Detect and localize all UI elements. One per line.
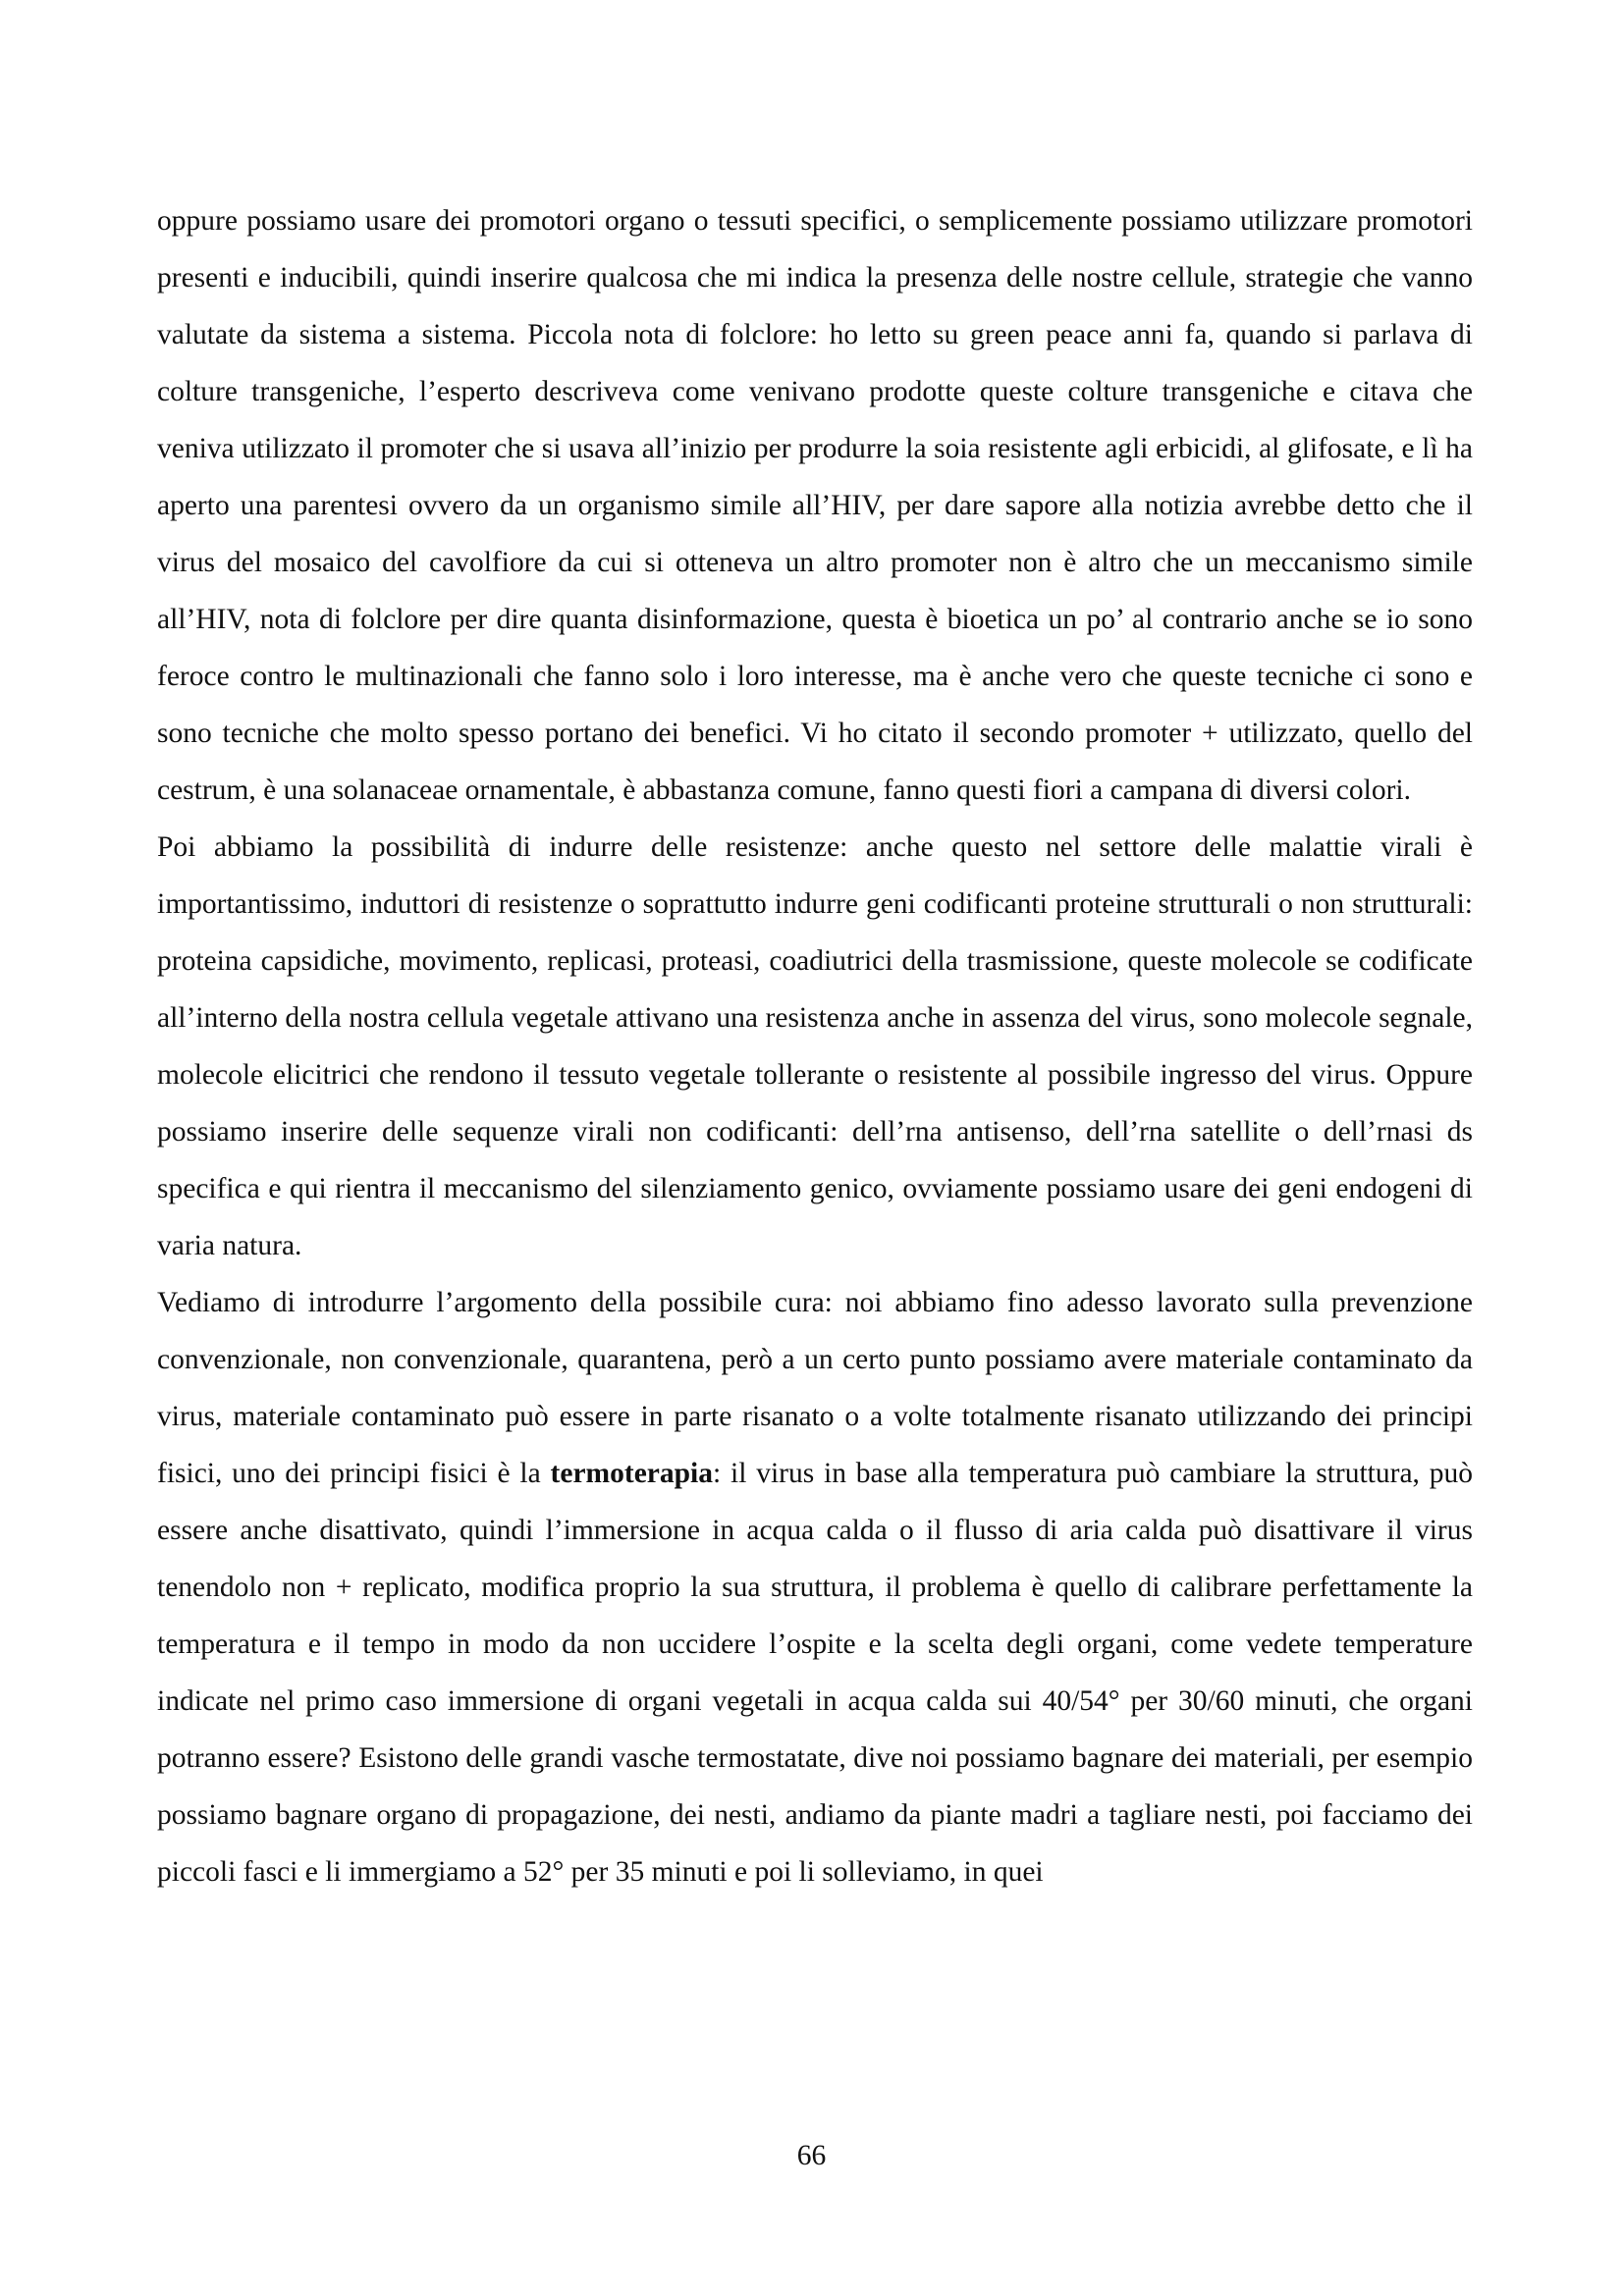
paragraph-2: Poi abbiamo la possibilità di indurre delle resistenze: anche questo nel settore delle malattie virali è importantissimo, induttori di resistenze o soprattutto indurre geni codificanti proteine strutturali o non strutturali: proteina capsidiche, movimento, replicasi, proteasi, coadiutrici della trasmissione, queste molecole se codificate all’interno della nostra cellula vegetale attivano una resistenza anche in assenza del virus, sono molecole segnale, molecole elicitrici che rendono il tessuto vegetale tollerante o resistente al possibile ingresso del virus. Oppure possiamo inserire delle sequenze virali non codificanti: dell’rna antisenso, dell’rna satellite o dell’rnasi ds specifica e qui rientra il meccanismo del silenziamento genico, ovviamente possiamo usare dei geni endogeni di varia natura. bbox=[157, 831, 1473, 1261]
body-text bbox=[157, 192, 1473, 1900]
term-termoterapia: termoterapia bbox=[550, 1458, 713, 1489]
paragraph-3-lead: Vediamo di introdurre l’argomento della possibile cura: noi abbiamo fino adesso lavorato sulla prevenzione convenzionale, non convenzionale, quarantena, però a un certo punto possiamo avere materiale contaminato da virus, materiale contaminato può essere in parte risanato o a volte totalmente risanato utilizzando dei principi fisici, uno dei principi fisici è la bbox=[157, 1287, 1473, 1489]
paragraph-3-rest: : il virus in base alla temperatura può cambiare la struttura, può essere anche disattivato, quindi l’immersione in acqua calda o il flusso di aria calda può disattivare il virus tenendolo non + replicato, modifica proprio la sua struttura, il problema è quello di calibrare perfettamente la temperatura e il tempo in modo da non uccidere l’ospite e la scelta degli organi, come vedete temperature indicate nel primo caso immersione di organi vegetali in acqua calda sui 40/54° per 30/60 minuti, che organi potranno essere? Esistono delle grandi vasche termostatate, dive noi possiamo bagnare dei materiali, per esempio possiamo bagnare organo di propagazione, dei nesti, andiamo da piante madri a tagliare nesti, poi facciamo dei piccoli fasci e li immergiamo a 52° per 35 minuti e poi li solleviamo, in quei bbox=[157, 1458, 1473, 1888]
page-number: 66 bbox=[796, 2140, 827, 2171]
paragraph-1: oppure possiamo usare dei promotori organo o tessuti specifici, o semplicemente possiamo utilizzare promotori presenti e inducibili, quindi inserire qualcosa che mi indica la presenza delle nostre cellule, strategie che vanno valutate da sistema a sistema. Piccola nota di folclore: ho letto su green peace anni fa, quando si parlava di colture transgeniche, l’esperto descriveva come venivano prodotte queste colture transgeniche e citava che veniva utilizzato il promoter che si usava all’inizio per produrre la soia resistente agli erbicidi, al glifosate, e lì ha aperto una parentesi ovvero da un organismo simile all’HIV, per dare sapore alla notizia avrebbe detto che il virus del mosaico del cavolfiore da cui si otteneva un altro promoter non è altro che un meccanismo simile all’HIV, nota di folclore per dire quanta disinformazione, questa è bioetica un po’ al contrario anche se io sono feroce contro le multinazionali che fanno solo i loro interesse, ma è anche vero che queste tecniche ci sono e sono tecniche che molto spesso portano dei benefici. Vi ho citato il secondo promoter + utilizzato, quello del cestrum, è una solanaceae ornamentale, è abbastanza comune, fanno questi fiori a campana di diversi colori. bbox=[157, 205, 1473, 806]
paragraph-3 bbox=[157, 1274, 1473, 1900]
